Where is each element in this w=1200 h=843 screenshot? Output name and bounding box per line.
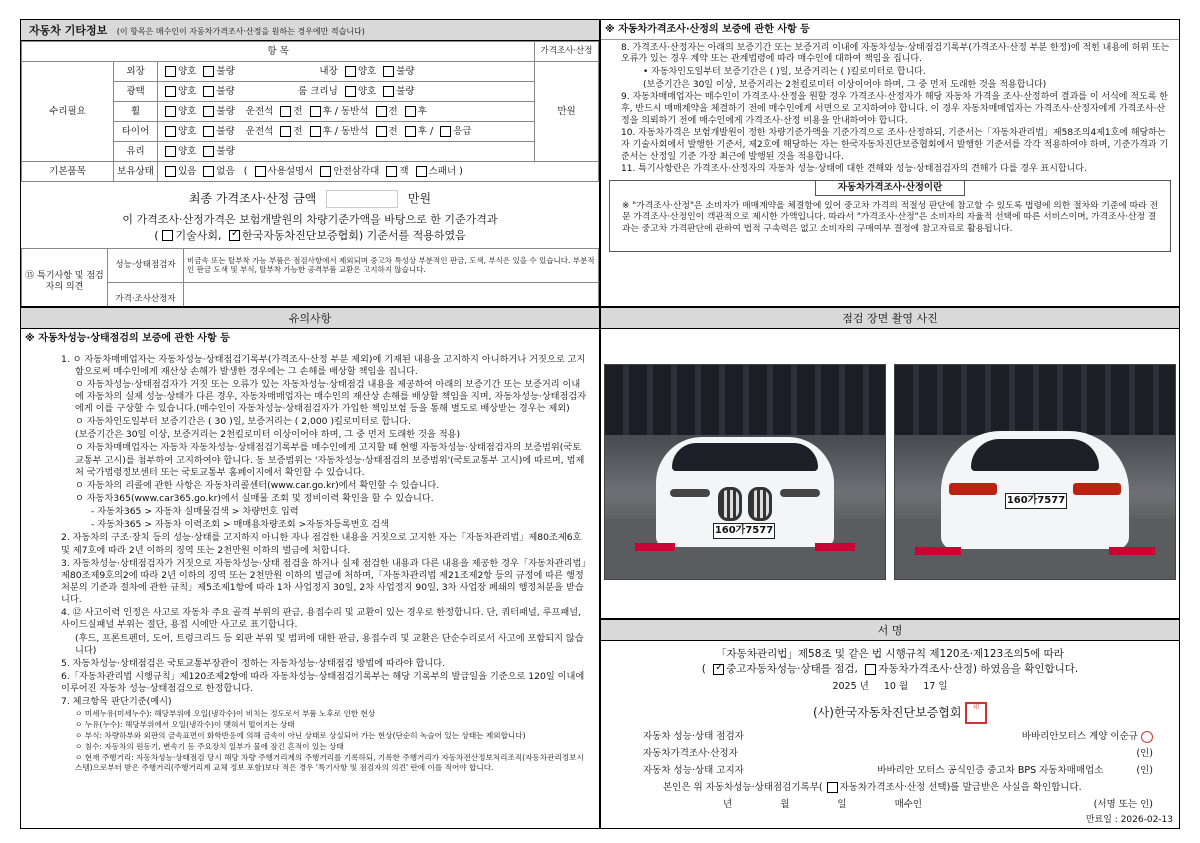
warranty-panel bbox=[600, 19, 1180, 307]
kaida-label: 한국자동차진단보증협회) 기준서를 적용하였음 bbox=[242, 228, 466, 242]
signer-row-1 bbox=[643, 728, 1153, 745]
perf-check-label: 중고자동차성능·상태를 점검, bbox=[726, 663, 858, 676]
criteria-1: ㅇ 미세누유(미세누수): 해당부위에 오일(냉각수)이 비치는 정도로서 부품 노후로 인한 현상 bbox=[75, 709, 376, 719]
other-info-table bbox=[21, 41, 599, 182]
basis-line-1: 이 가격조사·산정가격은 보험개발원의 차량기준가액을 바탕으로 한 기준가격과 bbox=[122, 213, 498, 226]
lift-right bbox=[1109, 547, 1155, 555]
driver-side-label: 운전석 bbox=[245, 125, 274, 137]
other-info-header bbox=[21, 20, 599, 41]
wheel-front-checkbox[interactable] bbox=[280, 106, 291, 117]
driver-side-label: 운전석 bbox=[245, 105, 274, 117]
rear-photo bbox=[894, 364, 1176, 580]
wheel-bad-checkbox[interactable] bbox=[203, 106, 214, 117]
tire-label: 타이어 bbox=[114, 122, 158, 142]
interior-bad-checkbox[interactable] bbox=[383, 66, 394, 77]
grille-left bbox=[718, 487, 742, 521]
tire-prear-checkbox[interactable] bbox=[405, 126, 416, 137]
tire-emergency-checkbox[interactable] bbox=[440, 126, 451, 137]
rear-label: 후 bbox=[417, 125, 427, 137]
tech-society-label: 기술사회, bbox=[175, 228, 222, 242]
good-label: 양호 bbox=[357, 65, 377, 77]
caution-13: (후드, 프론트펜더, 도어, 트렁크리드 등 외판 부위 및 범퍼에 대한 판금, 용접수리 및 교환은 단순수리로서 사고에 포함되지 않습니다) bbox=[75, 632, 584, 656]
sign-day: 17 bbox=[923, 681, 936, 693]
month-unit: 월 bbox=[899, 681, 909, 693]
criteria-2: ㅇ 누유(누수): 해당부위에서 오일(냉각수)이 맺혀서 떨어지는 상태 bbox=[75, 720, 295, 730]
tire-bad-checkbox[interactable] bbox=[203, 126, 214, 137]
price-unit: 만원 bbox=[535, 62, 599, 162]
exterior-bad-checkbox[interactable] bbox=[203, 66, 214, 77]
caution-subtitle: ※ 자동차성능·상태점검의 보증에 관한 사항 등 bbox=[25, 333, 230, 344]
signer-1-value: 바바리안모터스 계양 이순규 bbox=[1021, 731, 1138, 742]
warranty-list bbox=[601, 40, 1179, 177]
price-checker-label: 가격·조사산정자 bbox=[108, 282, 184, 307]
caution-5: ㅇ 자동차매매업자는 자동차 자동차성능·상태점검기록부를 매수인에게 고지할 때 현행 자동차성능·상태점검자의 보증범위(국토교통부 고시)를 첨부하여 고지하여야 합니다. 동 보증범위는 '자동차성능·상태점검의 보증범위'(국토교통부 고시)에 따르며, 법제처 국가법령정보센터 또는 국토교통부 홈페이지에서 확인할 수 있습니다. bbox=[75, 442, 585, 478]
bad-label: 불량 bbox=[216, 145, 235, 157]
caution-9: - 자동차365 > 자동차 이력조회 > 매매용차량조회 >자동차등록번호 검색 bbox=[91, 519, 390, 531]
manual-checkbox[interactable] bbox=[255, 166, 266, 177]
jack-label: 잭 bbox=[399, 165, 409, 177]
good-label: 양호 bbox=[178, 65, 197, 77]
room-cleaning-label: 룸 크리닝 bbox=[298, 85, 338, 97]
definition-title: 자동차가격조사·산정이란 bbox=[815, 180, 965, 196]
bad-label: 불량 bbox=[396, 65, 415, 77]
day-unit: 일 bbox=[938, 681, 948, 693]
emergency-label: 응급 bbox=[453, 125, 472, 137]
wheel-label: 휠 bbox=[114, 102, 158, 122]
caution-panel bbox=[20, 307, 600, 829]
final-price-field[interactable] bbox=[326, 190, 398, 208]
photos-panel bbox=[600, 307, 1180, 619]
wheel-prear-checkbox[interactable] bbox=[405, 106, 416, 117]
criteria-4: ㅇ 침수: 자동차의 원동기, 변속기 등 주요장치 일부가 물에 잠긴 흔적이 있는 상태 bbox=[75, 742, 344, 752]
signer-1-label: 자동차 성능·상태 점검자 bbox=[643, 731, 744, 742]
caution-16: 7. 체크항목 판단기준(예시) bbox=[61, 696, 172, 708]
lift-right bbox=[815, 543, 855, 551]
signer-row-2 bbox=[643, 745, 1153, 762]
receive-text-b: 자동차가격조사·산정 선택)를 발급받은 사실을 확인합니다. bbox=[839, 782, 1082, 793]
caution-4: (보증기간은 30일 이상, 보증거리는 2천킬로미터 이상이어야 하며, 그 중 먼저 도래한 것을 적용) bbox=[75, 429, 461, 441]
windshield bbox=[672, 443, 818, 471]
final-price-label: 최종 가격조사·산정 금액 bbox=[188, 191, 317, 206]
front-label: 전 bbox=[293, 105, 303, 117]
expiry-date: 만료일 : 2026-02-13 bbox=[1085, 814, 1173, 825]
signer-3-label: 자동차 성능·상태 고지자 bbox=[643, 765, 744, 776]
signers bbox=[643, 728, 1153, 813]
price-checker-value bbox=[184, 282, 599, 307]
grille-right bbox=[748, 487, 772, 521]
jack-checkbox[interactable] bbox=[386, 166, 397, 177]
lift-left bbox=[635, 543, 675, 551]
price-check-checkbox[interactable] bbox=[865, 664, 876, 675]
buyer-signature[interactable]: (서명 또는 인) bbox=[1093, 799, 1153, 810]
glass-good-checkbox[interactable] bbox=[165, 146, 176, 157]
sign-line-1: 「자동차관리법」제58조 및 같은 법 시행규칙 제120조·제123조의5에 따라 bbox=[716, 648, 1064, 660]
signer-1-seal bbox=[1141, 731, 1153, 743]
bad-label: 불량 bbox=[396, 85, 415, 97]
other-info-title: 자동차 기타정보 bbox=[29, 24, 108, 37]
warranty-item-8: 8. 가격조사·산정자는 아래의 보증기간 또는 보증거리 이내에 자동차성능·상태점검기록부(가격조사·산정 부분 한정)에 적힌 내용에 허위 또는 오류가 있는 경우 계약 또는 관계법령에 따라 매수인에 대하여 책임을 집니다. bbox=[621, 42, 1170, 65]
headlight-left bbox=[670, 489, 710, 497]
criteria-3: ㅇ 부식: 차량하부와 외판의 금속표면이 화학반응에 의해 금속이 아닌 상태로 상실되어 가는 현상(단순히 녹슬어 있는 상태는 제외합니다) bbox=[75, 731, 526, 741]
signer-2-value: (인) bbox=[1136, 748, 1153, 759]
wheel-rear-checkbox[interactable] bbox=[310, 106, 321, 117]
gloss-label: 광택 bbox=[114, 82, 158, 102]
caution-header: 유의사항 bbox=[21, 308, 599, 329]
good-label: 양호 bbox=[178, 125, 197, 137]
bad-label: 불량 bbox=[216, 85, 235, 97]
rear-window bbox=[971, 439, 1099, 471]
definition-box bbox=[609, 180, 1171, 252]
caution-8: - 자동차365 > 자동차 실매물검색 > 차량번호 입력 bbox=[91, 506, 299, 518]
kaida-checkbox[interactable] bbox=[229, 230, 240, 241]
association-label: (사)한국자동차진단보증협회 bbox=[813, 705, 962, 720]
good-label: 양호 bbox=[357, 85, 377, 97]
warranty-item-8c: (보증기간은 30일 이상, 보증거리는 2천킬로미터 이상이어야 하며, 그 중 먼저 도래한 것을 적용합니다) bbox=[643, 79, 1047, 90]
other-info-panel bbox=[20, 19, 600, 307]
interior-good-checkbox[interactable] bbox=[345, 66, 356, 77]
buyer-label: 매수인 bbox=[894, 799, 923, 810]
sign-date bbox=[601, 681, 1179, 693]
signer-2-label: 자동차가격조사·산정자 bbox=[643, 748, 738, 759]
perf-label: 성능·상태점검자 bbox=[108, 248, 184, 282]
caution-6: ㅇ 자동차의 리콜에 관한 사항은 자동차리콜센터(www.car.go.kr)에서 확인할 수 있습니다. bbox=[75, 479, 440, 491]
front-label: 전 bbox=[293, 125, 303, 137]
caution-12: 4. ⑫ 사고이력 인정은 사고로 자동차 주요 골격 부위의 판금, 용접수리 및 교환이 있는 경우로 한정합니다. 단, 쿼터패널, 루프패널, 사이드실패널 부위는 절단, 용접 시에만 사고로 표기합니다. bbox=[61, 607, 582, 631]
col-item: 항 목 bbox=[22, 42, 535, 62]
price-check-label: 자동차가격조사·산정) 하였음을 확인합니다. bbox=[878, 663, 1079, 676]
front-photo bbox=[604, 364, 886, 580]
good-label: 양호 bbox=[178, 105, 197, 117]
caution-3: ㅇ 자동차인도일부터 보증기간은 ( 30 )일, 보증거리는 ( 2,000 )킬로미터로 합니다. bbox=[75, 416, 411, 428]
manual-label: 사용설명서 bbox=[267, 165, 314, 177]
signer-3-seal: (인) bbox=[1136, 765, 1153, 776]
buyer-row bbox=[643, 796, 1153, 813]
front-plate: 160가7577 bbox=[713, 523, 775, 539]
sign-panel bbox=[600, 619, 1180, 829]
warranty-item-9: 9. 자동차매매업자는 매수인이 가격조사·산정을 원할 경우 가격조사·산정자가 해당 자동차 가격을 조사·산정하여 결과를 이 서식에 적도록 한 후, 반드시 매매계약을 체결하기 전에 매수인에게 서면으로 고지하여야 합니다. 이 경우 자동차매매업자는 가격조사·산정자에게 가격조사·산정을 의뢰하기 전에 매수인에게 가격조사·산정 비용을 안내하여야 합니다. bbox=[621, 92, 1168, 126]
receive-text-a: 본인은 위 자동차성능·상태점검기록부( bbox=[663, 782, 823, 793]
photos-header: 점검 장면 촬영 사진 bbox=[601, 308, 1179, 329]
other-info-subtitle: (이 항목은 매수인이 자동차가격조사·산정을 원하는 경우에만 적습니다) bbox=[116, 27, 365, 36]
year-unit: 년 bbox=[859, 681, 869, 693]
special-table bbox=[21, 248, 599, 308]
good-label: 양호 bbox=[178, 85, 197, 97]
caution-15: 6.「자동차관리법 시행규칙」제120조제2항에 따라 자동차성능·상태점검기록부는 해당 기록부의 발급일을 기준으로 120일 이내에 이루어진 자동차 성능·상태점검으로 한정합니다. bbox=[61, 671, 585, 695]
receive-checkbox[interactable] bbox=[827, 782, 838, 793]
association-stamp: 印 bbox=[965, 702, 987, 724]
special-label: ⑮ 특기사항 및 점검자의 의견 bbox=[22, 248, 108, 307]
rear-passenger-label: 후 / 동반석 bbox=[322, 125, 369, 137]
rear-plate: 160가7577 bbox=[1005, 493, 1067, 509]
final-price-unit: 만원 bbox=[407, 191, 432, 206]
definition-text: ※ "가격조사·산정"은 소비자가 매매계약을 체결함에 있어 중고차 가격의 적절성 판단에 참고할 수 있도록 법령에 의한 절차와 기준에 따라 전문 가격조사·산정인이 객관적으로 제시한 가액입니다. 따라서 "가격조사·산정"은 소비자의 자율적 선택에 따른 서비스이며, 가격조사·산정 결과는 중고차 가격판단에 관하여 법적 구속력은 없고 소비자의 구매여부 결정에 참고자료로 활용됩니다. bbox=[622, 201, 1158, 234]
caution-list bbox=[21, 354, 599, 773]
buyer-day: 일 bbox=[837, 799, 847, 810]
caution-7: ㅇ 자동차365(www.car365.go.kr)에서 실매물 조회 및 정비이력 확인을 할 수 있습니다. bbox=[75, 493, 434, 505]
car-rear bbox=[941, 431, 1129, 549]
triangle-label: 안전삼각대 bbox=[333, 165, 380, 177]
buyer-year: 년 bbox=[723, 799, 733, 810]
receive-line bbox=[643, 779, 1153, 796]
rear-passenger-label: 후 / 동반석 bbox=[322, 105, 369, 117]
spanner-checkbox[interactable] bbox=[416, 166, 427, 177]
glass-bad-checkbox[interactable] bbox=[203, 146, 214, 157]
caution-11: 3. 자동차성능·상태점검자가 거짓으로 자동차성능·상태 점검을 하거나 실제 점검한 내용과 다른 내용을 제공한 경우「자동차관리법」제80조제9호의2에 따라 2년 이하의 징역 또는 2천만원 이하의 벌금에 처하며,「자동차관리법 제21조제2항 등의 규정에 따른 행정처분의 기준과 절차에 관한 규칙」제5조제1항에 따라 1차 사업정지 30일, 2차 사업정지 90일, 3차 사업장 폐쇄의 행정처분을 받습니다. bbox=[61, 557, 586, 606]
interior-label: 내장 bbox=[319, 65, 338, 77]
triangle-checkbox[interactable] bbox=[320, 166, 331, 177]
warranty-item-11: 11. 특기사항란은 가격조사·산정자의 자동차 성능·상태에 대한 견해와 성능·상태점검자의 견해가 다를 경우 표시합니다. bbox=[621, 164, 1087, 175]
perf-check-checkbox[interactable] bbox=[713, 664, 724, 675]
basis-line-2: ( 기술사회, ✓ 한국자동차진단보증협회) 기준서를 적용하였음 bbox=[21, 229, 599, 243]
basic-label: 기본품목 bbox=[22, 162, 114, 182]
tech-society-checkbox[interactable] bbox=[162, 230, 173, 241]
wheel-good-checkbox[interactable] bbox=[165, 106, 176, 117]
signer-row-3 bbox=[643, 762, 1153, 779]
tire-pfront-checkbox[interactable] bbox=[376, 126, 387, 137]
room-bad-checkbox[interactable] bbox=[383, 86, 394, 97]
good-label: 양호 bbox=[178, 145, 197, 157]
lift-left bbox=[915, 547, 961, 555]
perf-text: 비금속 또는 탈부착 가능 부품은 점검사항에서 제외되며 중고차 특성상 부분적인 판금, 도색, 부식은 있을 수 있습니다. 부분적인 판금 도색 및 부식, 탈부착 가능한 공격부품 교환은 고지하지 않습니다. bbox=[184, 248, 599, 282]
final-price-row bbox=[21, 190, 599, 208]
taillight-left bbox=[949, 483, 997, 495]
glass-label: 유리 bbox=[114, 142, 158, 162]
caution-14: 5. 자동차성능·상태점검은 국토교통부장관이 정하는 자동차성능·상태점검 방법에 따라야 합니다. bbox=[61, 657, 446, 669]
bad-label: 불량 bbox=[216, 125, 235, 137]
sign-header: 서 명 bbox=[601, 620, 1179, 641]
sign-month: 10 bbox=[883, 681, 896, 693]
basic-items-row: 있음 없음 ( 사용설명서 안전삼각대 잭 스패너 ) bbox=[158, 162, 599, 182]
headlight-right bbox=[780, 489, 820, 497]
garage-ceiling bbox=[895, 365, 1175, 435]
sign-year: 2025 bbox=[832, 681, 857, 693]
wheel-row bbox=[158, 102, 535, 122]
glass-row bbox=[158, 142, 535, 162]
front-label: 전 bbox=[388, 125, 398, 137]
none-checkbox[interactable] bbox=[203, 166, 214, 177]
caution-1: 1. ㅇ 자동차매매업자는 자동차성능·상태점검기록부(가격조사·산정 부분 제외)에 기재된 내용을 고지하지 아니하거나 거짓으로 고지함으로써 매수인에게 재산상 손해가 발생한 경우에는 그 손해를 배상할 책임을 집니다. bbox=[61, 353, 586, 377]
tire-good-checkbox[interactable] bbox=[165, 126, 176, 137]
sign-line-2: ( ✓중고자동차성능·상태를 점검, 자동차가격조사·산정) 하였음을 확인합니다. bbox=[601, 663, 1179, 676]
front-label: 전 bbox=[388, 105, 398, 117]
warranty-title: ※ 자동차가격조사·산정의 보증에 관한 사항 등 bbox=[601, 20, 1179, 40]
exterior-row bbox=[158, 62, 535, 82]
wheel-pfront-checkbox[interactable] bbox=[376, 106, 387, 117]
caution-10: 2. 자동차의 구조·장치 등의 성능·상태를 고지하지 아니한 자나 점검한 내용을 거짓으로 고지한 자는「자동차관리법」제80조제6호 및 제7호에 따라 2년 이하의 징역 또는 2천만원 이하의 벌금에 처합니다. bbox=[61, 532, 582, 556]
tire-rear-checkbox[interactable] bbox=[310, 126, 321, 137]
signer-3-value: 바바리안 모터스 공식인증 중고차 BPS 자동차매매업소 bbox=[877, 765, 1104, 776]
gloss-row bbox=[158, 82, 535, 102]
association-name bbox=[813, 702, 987, 724]
exterior-label: 외장 bbox=[114, 62, 158, 82]
taillight-right bbox=[1073, 483, 1121, 495]
criteria-5: ㅇ 현재 주행거리: 자동차성능·상태점검 당시 해당 차량 주행거리계의 주행거리를 기록하되, 기록한 주행거리가 자동차전산정보처리조직(자동차관리정보시스템)으로부터 받은 주행거리(주행거리계 교체 정보 포함)보다 적은 경우 '특기사항 및 점검자의 의견' 란에 이를 적어야 합니다. bbox=[75, 752, 584, 772]
possession-label: 보유상태 bbox=[114, 162, 158, 182]
caution-2: ㅇ 자동차성능·상태점검자가 거짓 또는 오류가 있는 자동차성능·상태점검 내용을 제공하여 아래의 보증기간 또는 보증거리 이내에 자동차의 실제 성능·상태가 다른 경우, 자동차매매업자는 매수인의 재산상 손해를 배상할 책임을 지며, 자동차성능·상태점검자에게 이를 구상할 수 있습니다.(매수인이 자동차성능·상태점검자가 가입한 책임보험 등을 통해 별도로 배상받는 경우는 제외) bbox=[75, 378, 587, 415]
bad-label: 불량 bbox=[216, 65, 235, 77]
buyer-month: 월 bbox=[780, 799, 790, 810]
have-checkbox[interactable] bbox=[165, 166, 176, 177]
gloss-bad-checkbox[interactable] bbox=[203, 86, 214, 97]
bad-label: 불량 bbox=[216, 105, 235, 117]
tire-row: 양호 불량 운전석 전 후 / 동반석 전 후 / 응급 bbox=[158, 122, 535, 142]
exterior-good-checkbox[interactable] bbox=[165, 66, 176, 77]
gloss-good-checkbox[interactable] bbox=[165, 86, 176, 97]
tire-front-checkbox[interactable] bbox=[280, 126, 291, 137]
spanner-label: 스패너 ) bbox=[428, 165, 463, 177]
none-label: 없음 bbox=[216, 165, 235, 177]
room-good-checkbox[interactable] bbox=[345, 86, 356, 97]
have-label: 있음 bbox=[178, 165, 197, 177]
warranty-item-10: 10. 자동차가격은 보험개발원이 정한 차량기준가액을 기준가격으로 조사·산정하되, 기준서는「자동차관리법」제58조의4제1호에 해당하는 자 기술사회에서 발행한 기준서, 제2호에 해당하는 자는 한국자동차진단보증협회에서 발행한 기준서를 각각 적용하여야 하며, 기준가격과 기준서는 산정일 기준 가장 최근에 발행된 것을 적용합니다. bbox=[621, 128, 1169, 162]
rear-label: 후 bbox=[417, 105, 427, 117]
criteria-list bbox=[61, 709, 589, 772]
garage-ceiling bbox=[605, 365, 885, 435]
repair-label: 수리필요 bbox=[22, 62, 114, 162]
col-price: 가격조사·산정 bbox=[535, 42, 599, 62]
warranty-item-8b: • 자동차인도일부터 보증기간은 ( )일, 보증거리는 ( )킬로미터로 합니다. bbox=[643, 66, 926, 77]
